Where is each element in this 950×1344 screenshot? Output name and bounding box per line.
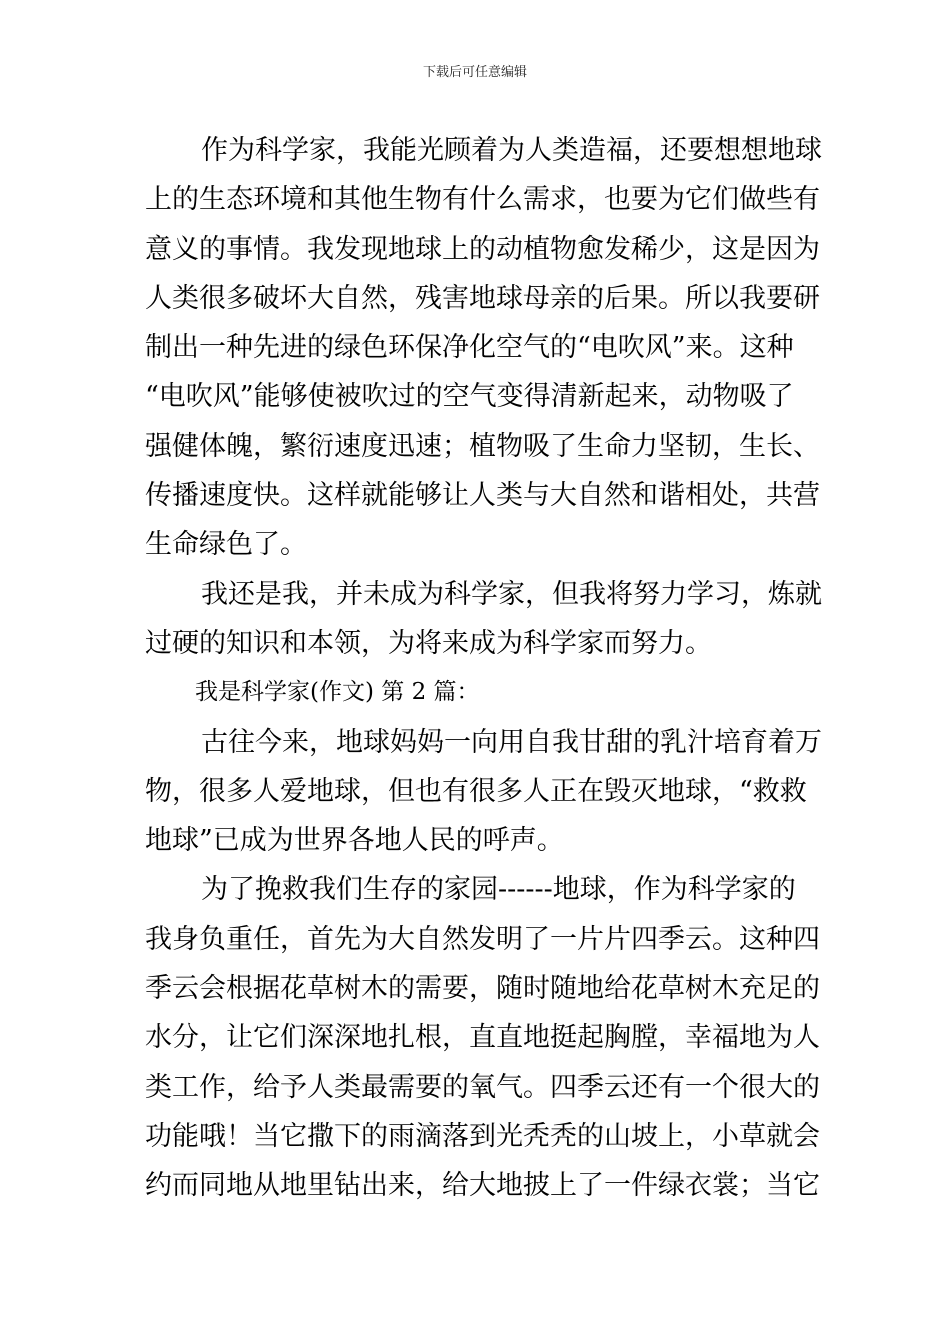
text-line: “电吹风”能够使被吹过的空气变得清新起来，动物吸了	[145, 381, 794, 413]
text-line: 意义的事情。我发现地球上的动植物愈发稀少，这是因为	[145, 233, 820, 265]
document-body	[145, 126, 822, 1211]
text-line: 功能哦！当它撒下的雨滴落到光秃秃的山坡上，小草就会	[145, 1120, 820, 1152]
text-line: 生命绿色了。	[145, 529, 307, 561]
paragraph-scientist-environment	[145, 126, 822, 570]
text-line: 作为科学家，我能光顾着为人类造福，还要想想地球	[201, 135, 822, 166]
text-line: 过硬的知识和本领，为将来成为科学家而努力。	[145, 627, 712, 659]
paragraph-four-season-cloud	[145, 865, 820, 1210]
text-line: 上的生态环境和其他生物有什么需求，也要为它们做些有	[145, 184, 820, 216]
text-line: 古往今来，地球妈妈一向用自我甘甜的乳汁培育着万	[201, 726, 822, 758]
section-heading: 我是科学家(作文) 第 2 篇：	[195, 679, 480, 706]
text-line: 约而同地从地里钻出来，给大地披上了一件绿衣裳；当它	[145, 1170, 820, 1202]
paragraph-still-me	[145, 570, 822, 669]
text-line: 制出一种先进的绿色环保净化空气的“电吹风”来。这种	[145, 332, 794, 364]
text-line: 物，很多人爱地球，但也有很多人正在毁灭地球，“救救	[145, 775, 807, 807]
page-header-note: 下载后可任意编辑	[422, 65, 527, 80]
paragraph-save-earth	[145, 718, 822, 866]
text-line: 我还是我，并未成为科学家，但我将努力学习，炼就	[201, 578, 822, 610]
text-line: 强健体魄，繁衍速度迅速；植物吸了生命力坚韧，生长、	[145, 430, 820, 462]
text-line: 人类很多破坏大自然，残害地球母亲的后果。所以我要研	[145, 282, 820, 314]
text-line: 为了挽救我们生存的家园------地球，作为科学家的	[201, 874, 796, 906]
text-line: 地球”已成为世界各地人民的呼声。	[145, 825, 564, 857]
text-line: 传播速度快。这样就能够让人类与大自然和谐相处，共营	[145, 480, 820, 512]
text-line: 季云会根据花草树木的需要，随时随地给花草树木充足的	[145, 973, 820, 1005]
text-line: 我身负重任，首先为大自然发明了一片片四季云。这种四	[145, 923, 820, 955]
text-line: 水分，让它们深深地扎根，直直地挺起胸膛，幸福地为人	[145, 1022, 820, 1054]
text-line: 类工作，给予人类最需要的氧气。四季云还有一个很大的	[145, 1071, 820, 1103]
